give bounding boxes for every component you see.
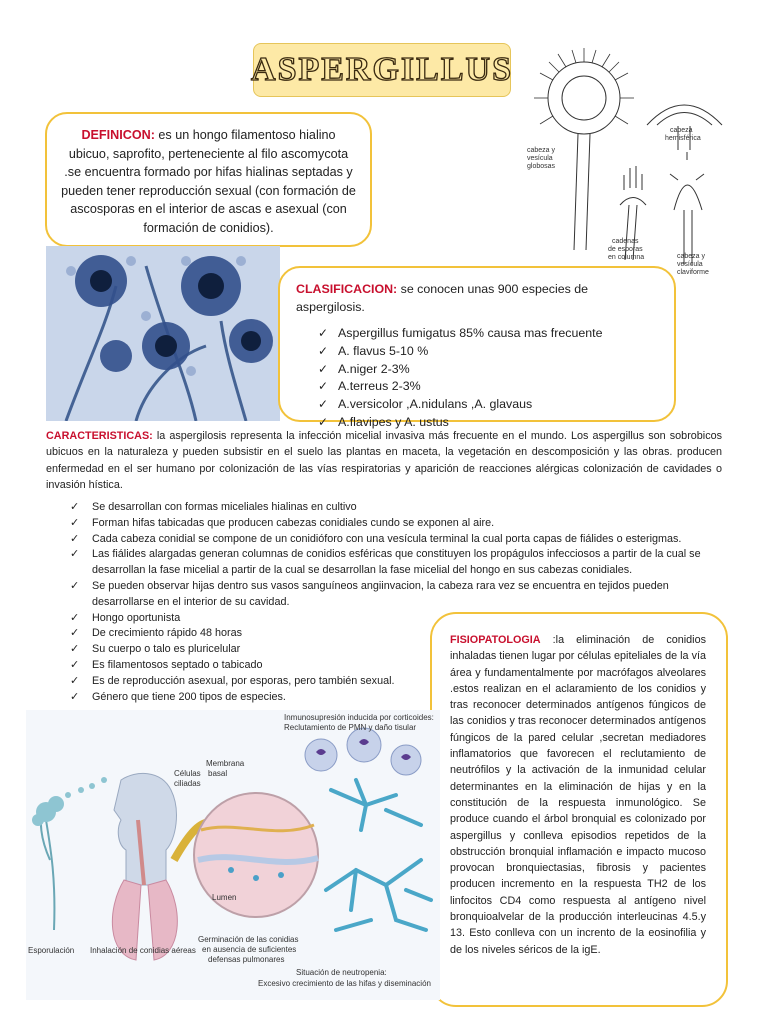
label-hemispheric-1: cabeza <box>670 127 693 134</box>
check-icon: ✓ <box>70 658 80 671</box>
list-item: ✓ Se desarrollan con formas miceliales hialinas en cultivo <box>70 500 722 516</box>
microscope-photo <box>46 246 280 421</box>
list-item: ✓ A. flavus 5-10 % <box>318 343 658 361</box>
list-item: ✓ Cada cabeza conidial se compone de un conidióforo con una vesícula terminal la cual porta capas de fiálides o esterigmas. <box>70 532 722 548</box>
label-germination-1: Germinación de las conidias <box>198 935 299 944</box>
label-claviform-1: cabeza y <box>677 253 706 260</box>
check-icon: ✓ <box>70 548 80 561</box>
title-box <box>253 43 511 97</box>
svg-text:Germinación de las conidiasen <box>198 935 299 964</box>
list-item: ✓ A.versicolor ,A.nidulans ,A. glavaus <box>318 396 658 414</box>
label-neutropenia-1: Situación de neutropenia: <box>296 968 387 977</box>
check-icon: ✓ <box>70 643 80 656</box>
label-column-3: en columna <box>608 254 645 261</box>
check-icon: ✓ <box>318 343 329 358</box>
list-item: ✓ Las fiálides alargadas generan columnas de conidios esféricas que constituyen los propágulos infecciosos a partir de la cual se desarrollan la fase micelial a partir de la cual se desarrollan la fase micelial del hongo en sus cabezas conidiales. <box>70 548 701 577</box>
physiopathology-text: :la eliminación de conidios inhaladas tienen lugar por células epiteliales de la vía área y fundamentalmente por macrófagos alveolares .estos realizan en el aclaramiento de los conidios y tras reconocer determinados antígenos fúngicos de las conidios y tras reconocer determinados antígenos fúngicos de la pared celular ,secretan mediadores inflamatorios que favorecen el reclutamiento de neutrófilos y la activación de la inmunidad celular determinantes en la eliminación de hijas y en la constitución de la respuesta inmunológico. Se produce cuando el árbol bronquial es colonizado por aspergillus y conlleva episodios repetidos de la obstrucción bronquial inflamación e impacto mucoso provocan bronquiectasias, fibrosis y pacientes producen incremento en la respuesta TH2 de los linfocitos CD4 como respuesta al antígeno nivel bronquioalvelar de la producción interleucinas 4.5.y 13. Esto conlleva con un incrento de la eosinofilia y de los niveles séricos de la igE. <box>450 634 706 956</box>
svg-text:cadenasde esporasen columna <box>608 238 644 261</box>
definition-box <box>45 112 372 247</box>
label-hemispheric-2: hemisférica <box>665 135 701 142</box>
label-inhalation: Inhalación de conidias aéreas <box>90 946 196 955</box>
check-icon: ✓ <box>318 397 329 412</box>
label-column-1: cadenas <box>612 238 639 245</box>
check-icon: ✓ <box>70 690 80 703</box>
label-membrane-2: basal <box>208 769 228 778</box>
check-icon: ✓ <box>70 627 80 640</box>
definition-label: DEFINICON: <box>81 128 155 142</box>
list-item: ✓ A.terreus 2-3% <box>318 378 658 396</box>
check-icon: ✓ <box>70 674 80 687</box>
characteristics-text: la aspergilosis representa la infección micelial invasiva más frecuente en el mundo. Los aspergillus son sobrobicos ubicuos en la naturaleza y pueden subsistir en el suelo las plantas en maceta, la vegetación en descomposición y las obras. producen enfermedad en el ser humano por colonización de las vías respiratorias y aparición de reacciones alérgicas colonización de cavidades o invasión hística. <box>46 430 722 492</box>
check-icon: ✓ <box>318 379 329 394</box>
species-list <box>296 325 658 432</box>
infection-diagram <box>26 710 440 1000</box>
label-globose-2: vesícula <box>527 155 553 162</box>
check-icon: ✓ <box>70 579 80 592</box>
label-immuno-1: Inmunosupresión inducida por corticoides: <box>284 713 434 722</box>
svg-text:cabeza yvesículaglobosas <box>527 147 556 170</box>
label-column-2: de esporas <box>608 246 643 253</box>
list-item: ✓ Su cuerpo o talo es pluricelular <box>70 642 420 658</box>
list-item: ✓ Aspergillus fumigatus 85% causa mas frecuente <box>318 325 658 343</box>
label-claviform-2: vesícula <box>677 261 703 268</box>
check-icon: ✓ <box>70 532 80 545</box>
label-germination-3: defensas pulmonares <box>208 955 285 964</box>
characteristics-label: CARACTERISTICAS: <box>46 430 153 442</box>
label-neutropenia-2: Excesivo crecimiento de las hifas y diseminación <box>258 979 431 988</box>
check-icon: ✓ <box>318 361 329 376</box>
classification-label: CLASIFICACION: <box>296 282 398 296</box>
svg-text:Inmunosupresión inducida por c <box>284 713 434 732</box>
physiopathology-box <box>430 612 728 1007</box>
check-icon: ✓ <box>70 501 80 513</box>
list-item: ✓ Se pueden observar hijas dentro sus vasos sanguíneos angiinvacion, la cabeza rara vez se encuentra en tejidos pueden desarrollarse en el interior de su cavidad. <box>70 579 669 608</box>
label-cilia-1: Células <box>174 769 201 778</box>
list-item: ✓ De crecimiento rápido 48 horas <box>70 626 420 642</box>
label-claviform-3: claviforme <box>677 269 709 275</box>
page-title: ASPERGILLUS <box>251 51 513 88</box>
list-item: ✓ Es filamentosos septado o tabicado <box>70 658 420 674</box>
list-item: ✓ Hongo oportunista <box>70 611 420 627</box>
list-item: ✓ A.niger 2-3% <box>318 361 658 379</box>
label-cilia-2: ciliadas <box>174 779 201 788</box>
label-germination-2: en ausencia de suficientes <box>202 945 297 954</box>
check-icon: ✓ <box>318 326 329 340</box>
label-membrane-1: Membrana <box>206 759 245 768</box>
conidial-heads-sketch <box>512 40 737 275</box>
label-lumen: Lumen <box>212 893 237 902</box>
list-item: ✓ A.flavipes y A. ustus <box>318 414 658 432</box>
check-icon: ✓ <box>70 516 80 529</box>
svg-text:Célulasciliadas <box>174 769 201 788</box>
definition-text: es un hongo filamentoso hialino ubicuo, saprofito, perteneciente al filo ascomycota .se encuentra formado por hifas hialinas septadas y pueden tener reproducción sexual (con formación de ascosporas en el interior de ascas e asexual (con formación de conidios). <box>61 128 356 235</box>
list-item: ✓ Forman hifas tabicadas que producen cabezas conidiales cundo se exponen al aire. <box>70 516 722 532</box>
classification-text: se conocen unas 900 especies de aspergilosis. <box>296 282 589 314</box>
characteristics-paragraph <box>46 428 722 494</box>
label-sporulation: Esporulación <box>28 946 75 955</box>
svg-text:cabezahemisférica <box>665 127 701 142</box>
check-icon: ✓ <box>318 414 329 429</box>
label-globose-3: globosas <box>527 163 556 170</box>
classification-box <box>278 266 676 429</box>
label-immuno-2: Reclutamiento de PMN y daño tisular <box>284 723 417 732</box>
list-item: ✓ Género que tiene 200 tipos de especies. <box>70 690 420 706</box>
label-globose-1: cabeza y <box>527 147 556 154</box>
check-icon: ✓ <box>70 611 80 624</box>
list-item: ✓ Es de reproducción asexual, por esporas, pero también sexual. <box>70 674 420 690</box>
physiopathology-label: FISIOPATOLOGIA <box>450 634 541 646</box>
svg-text:cabeza yvesículaclaviforme <box>677 253 709 275</box>
